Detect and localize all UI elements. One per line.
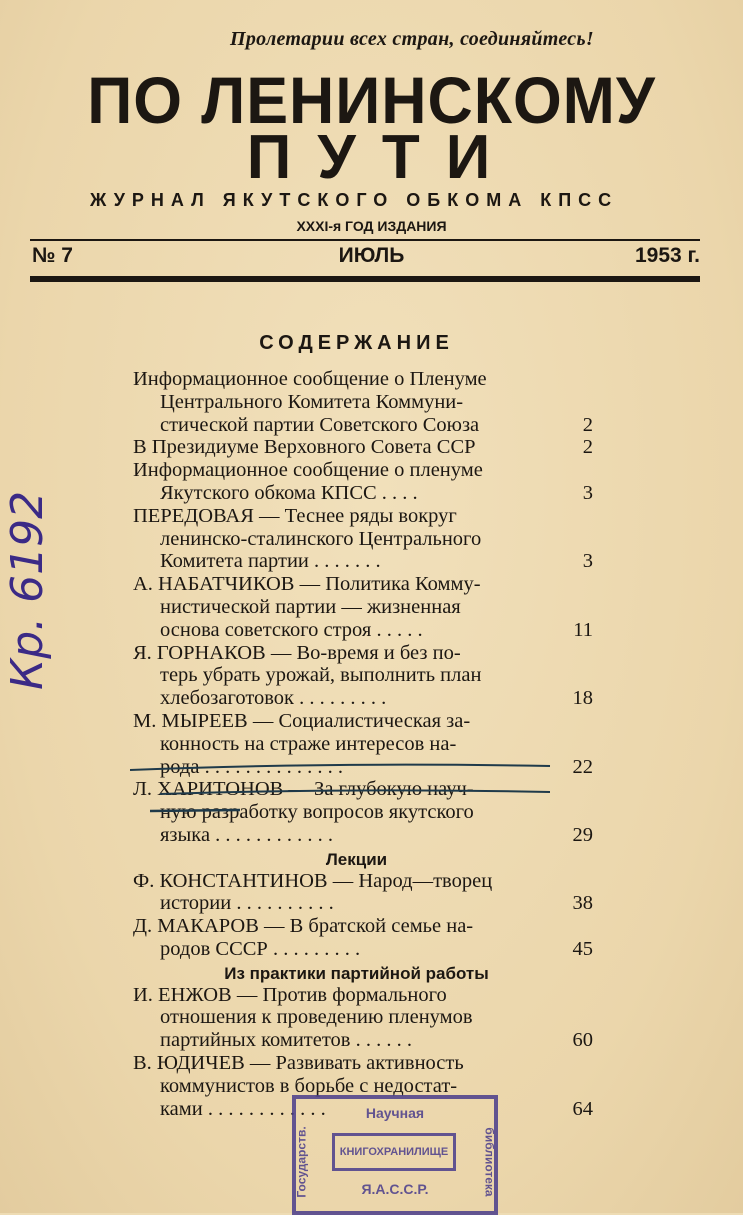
journal-title-line-1: ПО ЛЕНИНСКОМУ — [87, 63, 656, 137]
year-of-publication: XXXI-я ГОД ИЗДАНИЯ — [296, 218, 447, 234]
contents-entry-line: коммунистов в борьбе с недостат- — [160, 1074, 458, 1097]
contents-entry-line: истории . . . . . . . . . . — [160, 892, 334, 915]
contents-entry-line: рода . . . . . . . . . . . . . . — [160, 755, 343, 778]
contents-section-heading: Лекции — [325, 849, 388, 869]
contents-entry-line: стической партии Советского Союза — [160, 413, 480, 436]
contents-page-number: 45 — [572, 938, 593, 960]
issue-month: ИЮЛЬ — [338, 244, 405, 267]
contents-entry-line: Якутского обкома КПСС . . . . — [160, 482, 418, 504]
divider-thin — [30, 239, 700, 241]
motto: Пролетарии всех стран, соединяйтесь! — [230, 28, 595, 50]
stamp-center-text: КНИГОХРАНИЛИЩЕ — [332, 1133, 456, 1171]
contents-page-number: 3 — [582, 482, 593, 504]
contents-entry-line: ками . . . . . . . . . . . . — [160, 1097, 326, 1120]
issue-year: 1953 г. — [634, 244, 700, 267]
stamp-left-text: Государств. — [294, 1126, 309, 1198]
journal-title-line-2: ПУТИ — [246, 123, 517, 192]
contents-section-heading: Из практики партийной работы — [224, 963, 489, 983]
stamp-right-text: библиотека — [482, 1127, 497, 1197]
contents-page-number: 3 — [582, 550, 593, 573]
contents-entry-line: отношения к проведению пленумов — [160, 1006, 473, 1029]
contents-page-number: 64 — [572, 1097, 593, 1120]
contents-page-number: 29 — [572, 824, 593, 846]
issue-number: № 7 — [32, 244, 73, 267]
contents-entry-line: конность на страже интересов на- — [160, 732, 457, 755]
journal-subtitle: ЖУРНАЛ ЯКУТСКОГО ОБКОМА КПСС — [90, 190, 619, 210]
contents-entry-line: М. МЫРЕЕВ — Социалистическая за- — [133, 710, 471, 732]
contents-entry-line: Информационное сообщение о пленуме — [133, 459, 483, 482]
contents-entry-line: основа советского строя . . . . . — [160, 618, 423, 641]
contents-page-number: 2 — [582, 413, 593, 436]
contents-entry-line: ленинско-сталинского Центрального — [160, 527, 482, 550]
contents-entry-line: В Президиуме Верховного Совета ССР — [133, 436, 476, 459]
contents-entry-line: терь убрать урожай, выполнить план — [160, 664, 482, 687]
contents-entry-line: ПЕРЕДОВАЯ — Теснее ряды вокруг — [133, 504, 457, 527]
contents-entry-line: А. НАБАТЧИКОВ — Политика Комму- — [133, 573, 481, 596]
contents-entry-line: Д. МАКАРОВ — В братской семье на- — [133, 915, 474, 938]
stamp-top-text: Научная — [365, 1105, 425, 1121]
stamp-bottom-text: Я.А.С.С.Р. — [361, 1181, 429, 1197]
contents-page-number: 22 — [572, 755, 593, 778]
contents-entry-line: Комитета партии . . . . . . . — [160, 550, 381, 573]
contents-heading: СОДЕРЖАНИЕ — [259, 332, 454, 354]
contents-page-number: 38 — [572, 892, 593, 915]
contents-entry-line: В. ЮДИЧЕВ — Развивать активность — [133, 1052, 464, 1074]
contents-page-number: 18 — [572, 687, 593, 710]
contents-entry-line: партийных комитетов . . . . . . — [160, 1029, 412, 1052]
contents-page-number: 60 — [572, 1029, 593, 1052]
divider-thick — [30, 276, 700, 282]
library-stamp — [292, 1095, 498, 1215]
contents-page-number: 11 — [573, 618, 593, 641]
contents-entry-line: И. ЕНЖОВ — Против формального — [133, 983, 447, 1006]
contents-entry-line: нистической партии — жизненная — [160, 596, 461, 618]
contents-entry-line: Информационное сообщение о Пленуме — [133, 368, 487, 390]
contents-entry-line: родов СССР . . . . . . . . . — [160, 938, 361, 960]
handwritten-shelf-mark: Кр. 6192 — [2, 490, 53, 690]
contents-entry-line: хлебозаготовок . . . . . . . . . — [160, 687, 387, 710]
contents-entry-line: Ф. КОНСТАНТИНОВ — Народ—творец — [133, 869, 493, 892]
contents-entry-line: Л. ХАРИТОНОВ — За глубокую науч- — [133, 778, 474, 801]
pencil-underline — [130, 755, 570, 813]
contents-entry-line: Я. ГОРНАКОВ — Во-время и без по- — [133, 641, 461, 664]
contents-page-number: 2 — [582, 436, 593, 459]
contents-entry-line: Центрального Комитета Коммуни- — [160, 390, 464, 413]
contents-entry-line: ную разработку вопросов якутского — [160, 801, 474, 824]
contents-entry-line: языка . . . . . . . . . . . . — [160, 824, 334, 846]
